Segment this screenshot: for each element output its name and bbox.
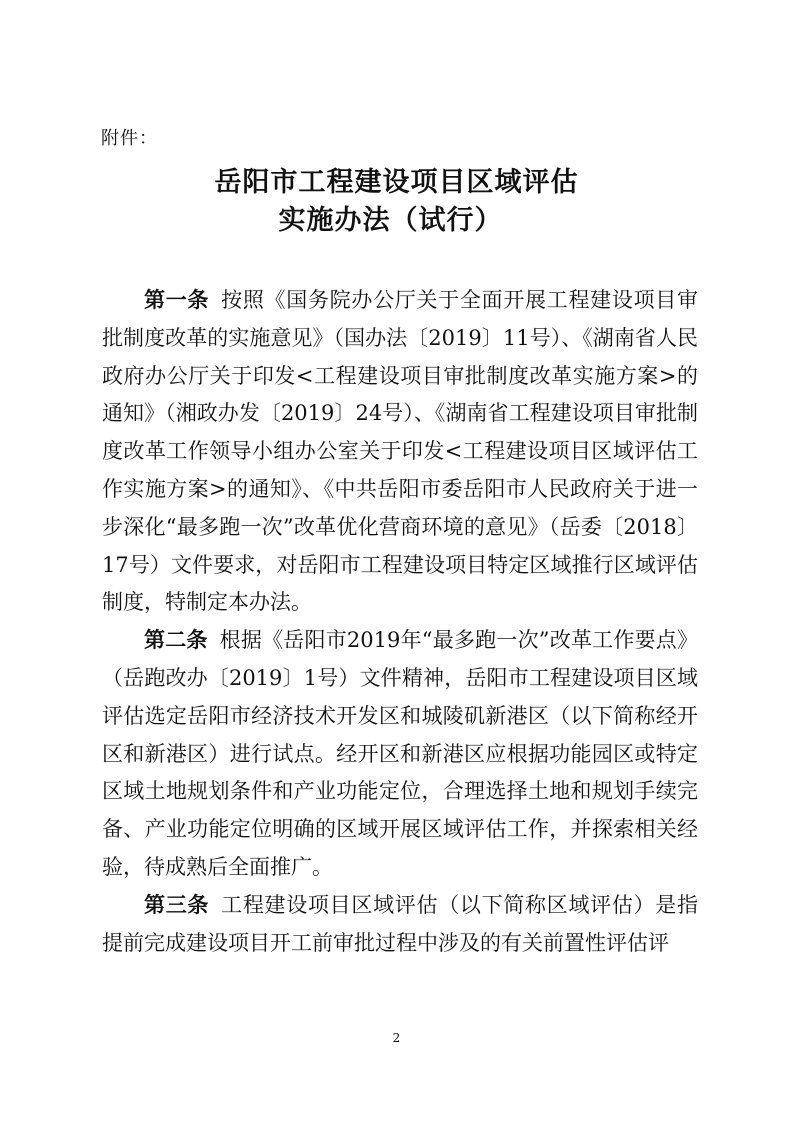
article-2 bbox=[102, 622, 698, 887]
page-number: 2 bbox=[392, 1031, 401, 1045]
article-heading: 第三条 bbox=[144, 892, 210, 917]
article-text: 工程建设项目区域评估（以下简称区域评估）是指提前完成建设项目开工前审批过程中涉及的有关前置性评估评 bbox=[102, 892, 698, 955]
article-1 bbox=[102, 282, 698, 622]
article-heading: 第一条 bbox=[144, 288, 210, 312]
document-body bbox=[102, 282, 698, 962]
article-3 bbox=[102, 887, 698, 963]
document-title-line-1: 岳阳市工程建设项目区域评估 bbox=[214, 167, 579, 198]
article-heading: 第二条 bbox=[144, 628, 208, 653]
attachment-label: 附件： bbox=[101, 128, 158, 149]
article-text: 根据《岳阳市2019年“最多跑一次”改革工作要点》（岳跑改办〔2019〕1号）文件精神，岳阳市工程建设项目区域评估选定岳阳市经济技术开发区和城陵矶新港区（以下简称经开区和新港区）进行试点。经开区和新港区应根据功能园区或特定区域土地规划条件和产业功能定位，合理选择土地和规划手续完备、产业功能定位明确的区域开展区域评估工作，并探索相关经验，待成熟后全面推广。 bbox=[102, 628, 698, 879]
article-text: 按照《国务院办公厅关于全面开展工程建设项目审批制度改革的实施意见》（国办法〔2019〕11号）、《湖南省人民政府办公厅关于印发<工程建设项目审批制度改革实施方案>的通知》（湘政办发〔2019〕24号）、《湖南省工程建设项目审批制度改革工作领导小组办公室关于印发<工程建设项目区域评估工作实施方案>的通知》、《中共岳阳市委岳阳市人民政府关于进一步深化“最多跑一次”改革优化营商环境的意见》（岳委〔2018〕17号）文件要求，对岳阳市工程建设项目特定区域推行区域评估制度，特制定本办法。 bbox=[102, 288, 698, 615]
document-title-line-2: 实施办法（试行） bbox=[278, 205, 503, 236]
